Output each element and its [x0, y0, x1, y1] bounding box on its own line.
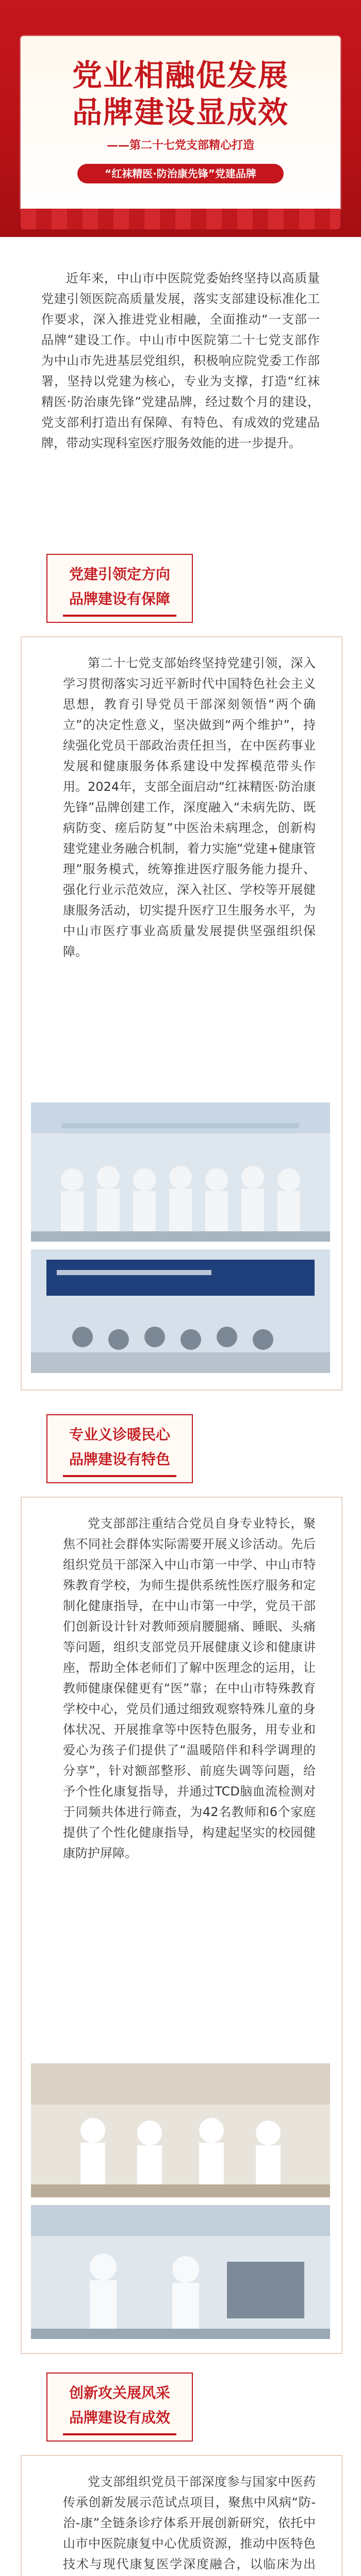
section-3-title-line-2: 品牌建设有成效: [69, 2409, 170, 2426]
section-2-photo-1: [31, 2063, 330, 2197]
section-1-title-line-2: 品牌建设有保障: [69, 590, 170, 607]
brand-ribbon: “红袜精医·防治康先锋”党建品牌: [77, 164, 284, 183]
title-line-1: 党业相融促发展: [72, 58, 289, 93]
header-banner: [0, 0, 361, 237]
section-1-photo-1: [31, 1103, 330, 1242]
section-2-title-line-2: 品牌建设有特色: [69, 1451, 170, 1468]
section-banner-2-label: [47, 1422, 192, 1472]
section-1-photo-2: [31, 1249, 330, 1373]
section-2-photo-2: [31, 2205, 330, 2339]
section-1-text: 第二十七党支部始终坚持党建引领，深入学习贯彻落实习近平新时代中国特色社会主义思想，教育引导党员干部深刻领悟“两个确立”的决定性意义，坚决做到“两个维护”，持续强化党员干部政治责任担当，在中医药事业发展和健康服务体系建设中发挥模范带头作用。2024年，支部全面启动“红袜精医·防治康先锋”品牌创建工作，深度融入“未病先防、既病防变、瘥后防复”中医治未病理念，创新构建党建业务融合机制，着力实施“党建+健康管理”服务模式，统筹推进医疗服务能力提升、强化行业示范效应，深入社区、学校等开展健康服务活动，切实提升医疗卫生服务水平，为中山市医疗事业高质量发展提供坚强组织保障。: [63, 656, 316, 959]
section-banner-1: [46, 554, 193, 623]
page-title: [21, 57, 340, 131]
flag-decoration: [21, 209, 340, 229]
section-banner-1-underline: [63, 615, 176, 617]
section-banner-3-underline: [63, 2433, 176, 2435]
section-3-title-line-1: 创新攻关展风采: [69, 2384, 170, 2401]
section-2-text: 党支部部注重结合党员自身专业特长，聚焦不同社会群体实际需要开展义诊活动。先后组织党员干部深入中山市第一中学、中山市特殊教育学校，为师生提供系统性医疗服务和定制化健康指导，在中山市第一中学，党员干部们创新设计针对教师颈肩腰腿痛、睡眠、头痛等问题，组织支部党员开展健康义诊和健康讲座，帮助全体老师们了解中医理念的运用，让教师健康保健更有“医”靠；在中山市特殊教育学校中心，党员们通过细致观察特殊儿童的身体状况、开展推拿等中医特色服务，用专业和爱心为孩子们提供了“温暖陪伴和科学调理的分享”，针对额部整形、前庭失调等问题，给予个性化康复指导，并通过TCD脑血流检测对于同频共体进行筛查，为42名教师和6个家庭提供了个性化健康指导，构建起坚实的校园健康防护屏障。: [63, 1516, 316, 1860]
section-1-title-line-1: 党建引领定方向: [69, 566, 170, 583]
page-subtitle: ——第二十七党支部精心打造: [106, 139, 254, 152]
section-3-text: 党支部组织党员干部深度参与国家中医药传承创新发展示范试点项目，聚焦中风病“防-治-康”全链条诊疗体系开展创新研究，依托中山市中医院康复中心优质资源，推动中医特色技术与现代康复医学深度融合，以临床为出: [63, 2475, 316, 2571]
section-2-title-line-1: 专业义诊暖民心: [69, 1426, 170, 1443]
section-banner-3: [46, 2372, 193, 2442]
section-banner-3-label: [47, 2381, 192, 2430]
section-3-frame: [21, 2455, 342, 2576]
title-line-2: 品牌建设显成效: [72, 95, 289, 130]
section-banner-2-underline: [63, 1475, 176, 1477]
intro-paragraph: 近年来，中山市中医院党委始终坚持以高质量党建引领医院高质量发展，落实支部建设标准化工作要求，深入推进党业相融，全面推动“一支部一品牌”建设工作。中山市中医院第二十七党支部作为中山市先进基层党组织，积极响应院党委工作部署，坚持以党建为核心，专业为支撑，打造“红袜精医·防治康先锋”党建品牌，经过数个月的建设，党支部利打造出有保障、有特色、有成效的党建品牌，带动实现科室医疗服务效能的进一步提升。: [41, 271, 320, 450]
section-banner-2: [46, 1414, 193, 1483]
section-banner-1-label: [47, 562, 192, 612]
